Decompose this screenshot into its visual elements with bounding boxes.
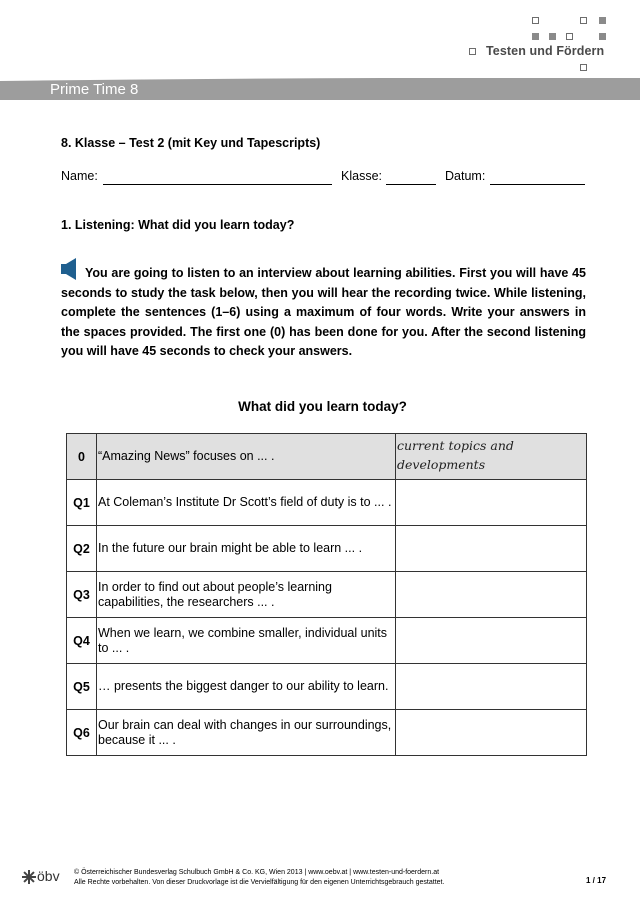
logo-square [580, 64, 587, 71]
student-info-row [61, 168, 586, 188]
item-prompt: “Amazing News” focuses on ... . [97, 434, 396, 480]
answer-cell: current topics and developments [396, 434, 587, 480]
instructions-text: You are going to listen to an interview about learning abilities. First you will have 45 seconds to study the task below, then you will hear the recording twice. While listening, complete the sentences (1–6) using a maximum of four words. Write your answers in the spaces provided. The first one (0) has been done for you. After the second listening you will have 45 seconds to check your answers. [61, 266, 586, 359]
footer-line-2: Alle Rechte vorbehalten. Von dieser Druckvorlage ist die Vervielfältigung für den eigenen Unterrichtsgebrauch gestattet. [74, 879, 445, 886]
page-number: 1 / 17 [586, 876, 607, 885]
item-number: Q1 [67, 480, 97, 526]
answer-cell[interactable] [396, 572, 587, 618]
footer-line-1: © Österreichischer Bundesverlag Schulbuch GmbH & Co. KG, Wien 2013 | www.oebv.at | www.testen-und-foerdern.at [74, 869, 440, 876]
item-number: Q2 [67, 526, 97, 572]
book-title: Prime Time 8 [50, 81, 139, 98]
logo-square [566, 33, 573, 40]
logo-square [532, 33, 539, 40]
logo-square [599, 17, 606, 24]
date-label: Datum: [445, 169, 486, 183]
item-prompt: At Coleman’s Institute Dr Scott’s field of duty is to ... . [97, 480, 396, 526]
logo-pattern [0, 0, 640, 80]
name-field[interactable] [103, 184, 332, 185]
item-number: Q6 [67, 710, 97, 756]
footer-copyright [74, 868, 444, 888]
publisher-logo: öbv [37, 868, 60, 884]
item-prompt: When we learn, we combine smaller, individual units to ... . [97, 618, 396, 664]
task-title: What did you learn today? [238, 399, 407, 414]
name-label: Name: [61, 169, 98, 183]
answer-cell[interactable] [396, 526, 587, 572]
logo-square [580, 17, 587, 24]
table-row [67, 526, 587, 572]
item-prompt: In the future our brain might be able to learn ... . [97, 526, 396, 572]
logo-square [599, 33, 606, 40]
item-prompt: In order to find out about people’s learning capabilities, the researchers ... . [97, 572, 396, 618]
table-row [67, 434, 587, 480]
section-title: 1. Listening: What did you learn today? [61, 218, 295, 232]
header-band [0, 78, 640, 100]
logo-text: Testen und Fördern [486, 44, 605, 58]
test-title: 8. Klasse – Test 2 (mit Key und Tapescripts) [61, 136, 321, 150]
item-number: Q4 [67, 618, 97, 664]
table-row [67, 664, 587, 710]
class-label: Klasse: [341, 169, 382, 183]
logo-square [532, 17, 539, 24]
date-field[interactable] [490, 184, 585, 185]
table-row [67, 710, 587, 756]
table-row [67, 572, 587, 618]
logo-square [549, 33, 556, 40]
item-number: Q3 [67, 572, 97, 618]
logo-square [469, 48, 476, 55]
table-row [67, 480, 587, 526]
answer-cell[interactable] [396, 664, 587, 710]
task-table [66, 433, 587, 756]
table-row [67, 618, 587, 664]
publisher-icon [21, 869, 37, 885]
answer-cell[interactable] [396, 480, 587, 526]
item-number: Q5 [67, 664, 97, 710]
class-field[interactable] [386, 184, 436, 185]
answer-cell[interactable] [396, 618, 587, 664]
answer-cell[interactable] [396, 710, 587, 756]
item-prompt: Our brain can deal with changes in our surroundings, because it ... . [97, 710, 396, 756]
item-prompt: … presents the biggest danger to our ability to learn. [97, 664, 396, 710]
item-number: 0 [67, 434, 97, 480]
